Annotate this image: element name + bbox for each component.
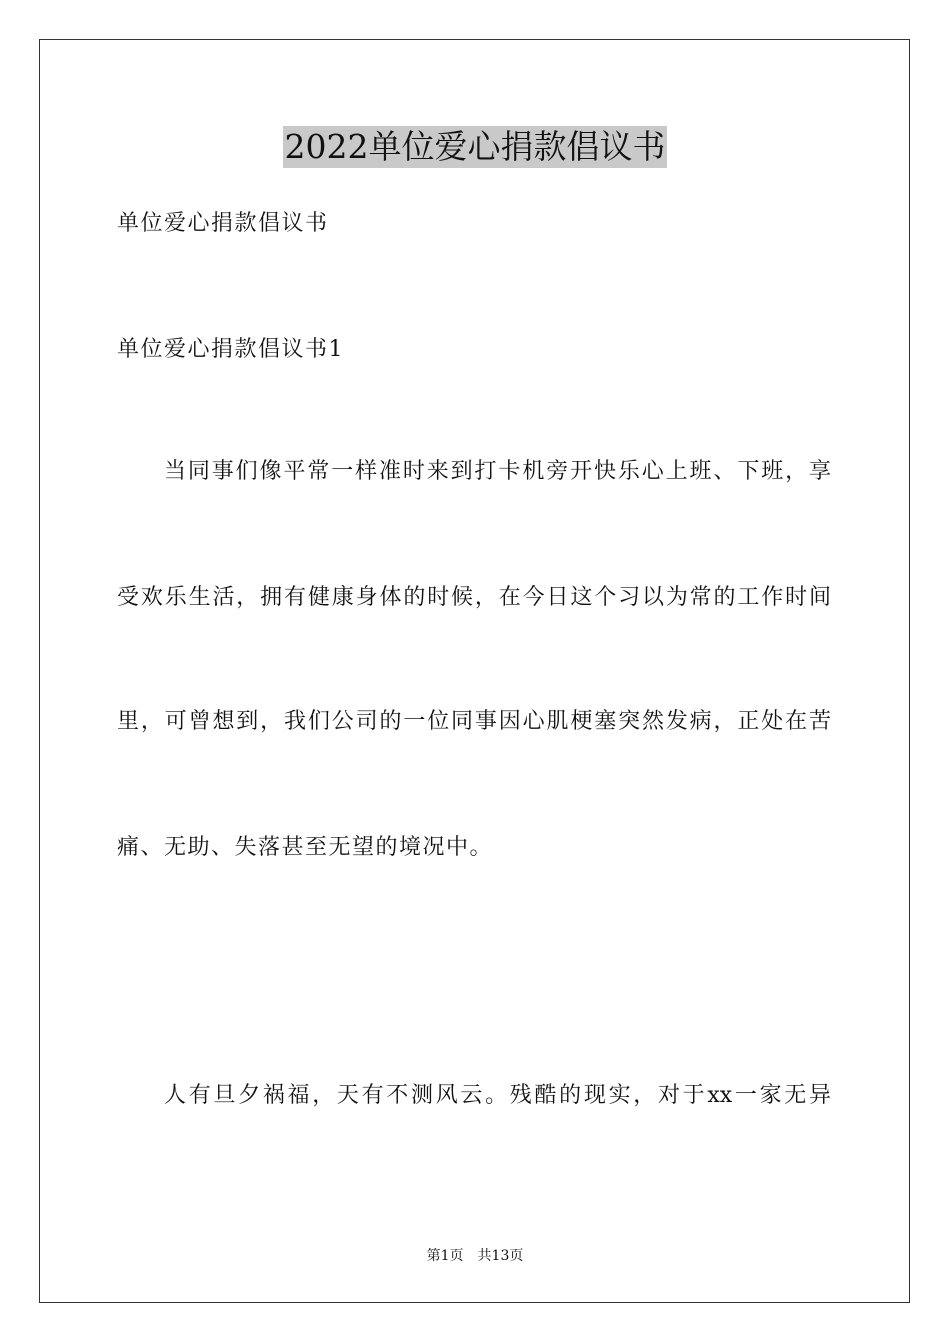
paragraph-line: 里，可曾想到，我们公司的一位同事因心肌梗塞突然发病，正处在苦: [117, 709, 831, 734]
paragraph-line: 痛、无助、失落甚至无望的境况中。: [117, 835, 494, 860]
paragraph-line: 人有旦夕祸福，天有不测风云。残酷的现实，对于xx一家无异: [164, 1083, 831, 1108]
page-total: 共13页: [477, 1248, 524, 1264]
document-title: 2022单位爱心捐款倡议书: [284, 127, 666, 166]
subtitle-line: 单位爱心捐款倡议书: [117, 211, 329, 236]
title-container: [0, 126, 950, 168]
paragraph-line: 受欢乐生活，拥有健康身体的时候，在今日这个习以为常的工作时间: [117, 585, 831, 610]
section-heading: 单位爱心捐款倡议书1: [117, 337, 344, 362]
page-footer: [0, 1247, 950, 1265]
page-number: 第1页: [426, 1248, 464, 1264]
paragraph-line: 当同事们像平常一样准时来到打卡机旁开快乐心上班、下班，享: [164, 459, 831, 484]
